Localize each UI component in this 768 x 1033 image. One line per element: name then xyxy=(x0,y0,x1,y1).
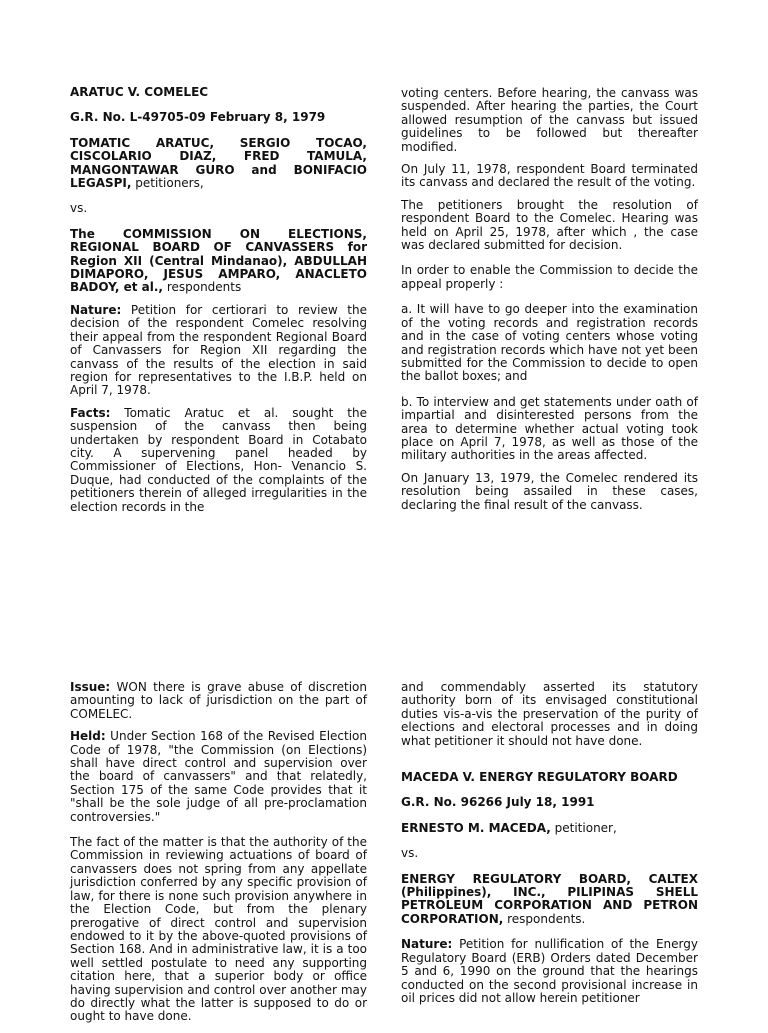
nature-paragraph: Nature: Petition for certiorari to review the decision of the respondent Comelec resolving their appeal from the respondent Regional Board of Canvassers for Region XII regarding the canvass of the results of the election in said region for representatives to the I.B.P. held on April 7, 1978. xyxy=(70,302,367,398)
issue-paragraph: Issue: WON there is grave abuse of discretion amounting to lack of jurisdiction on the part of COMELEC. xyxy=(70,680,367,721)
case-gr-number: G.R. No. 96266 July 18, 1991 xyxy=(401,795,595,810)
paragraph: a. It will have to go deeper into the examination of the voting records and registration records and in the case of voting centers whose voting and registration records which have not yet been submitted for the Commission to decide to open the ballot boxes; and xyxy=(401,302,698,384)
case-gr-number: G.R. No. L-49705-09 February 8, 1979 xyxy=(70,110,326,125)
petitioner: ERNESTO M. MACEDA, petitioner, xyxy=(401,820,617,835)
versus: vs. xyxy=(401,846,419,861)
paragraph: On July 11, 1978, respondent Board terminated its canvass and declared the result of the voting. xyxy=(401,162,698,190)
respondents: The COMMISSION ON ELECTIONS, REGIONAL BOARD OF CANVASSERS for Region XII (Central Mindanao), ABDULLAH DIMAPORO, JESUS AMPARO, ANACLETO BADOY, et al., respondents xyxy=(70,226,367,295)
column-3 xyxy=(70,681,367,1033)
column-4 xyxy=(401,681,698,1014)
paragraph: In order to enable the Commission to decide the appeal properly : xyxy=(401,263,698,291)
column-2 xyxy=(401,87,698,521)
paragraph: voting centers. Before hearing, the canvass was suspended. After hearing the parties, the Court allowed resumption of the canvass but issued guidelines to be followed but thereafter modified. xyxy=(401,86,698,154)
spacer xyxy=(401,757,698,771)
paragraph: b. To interview and get statements under oath of impartial and disinterested persons from the area to determine whether actual voting took place on April 7, 1978, as well as those of the military authorities in the areas affected. xyxy=(401,394,698,463)
paragraph: The petitioners brought the resolution of respondent Board to the Comelec. Hearing was held on April 25, 1978, after which , the case was declared submitted for decision. xyxy=(401,197,698,253)
case-title: MACEDA V. ENERGY REGULATORY BOARD xyxy=(401,770,678,785)
paragraph: and commendably asserted its statutory authority born of its envisaged constitutional duties vis-a-vis the preservation of the purity of elections and electoral processes and in doing what petitioner it should not have done. xyxy=(401,680,698,748)
paragraph: The fact of the matter is that the authority of the Commission in reviewing actuations of board of canvassers does not spring from any appellate jurisdiction conferred by any specific provision of law, for there is none such provision anywhere in the Election Code, but from the plenary prerogative of direct control and supervision endowed to it by the above-quoted provisions of Section 168. And in administrative law, it is a too well settled postulate to need any supporting citation here, that a superior body or office having supervision and control over another may do directly what the latter is supposed to do or ought to have done. xyxy=(70,835,367,1024)
column-1 xyxy=(70,86,367,523)
case-title: ARATUC V. COMELEC xyxy=(70,85,209,99)
petitioners: TOMATIC ARATUC, SERGIO TOCAO, CISCOLARIO DIAZ, FRED TAMULA, MANGONTAWAR GURO and BONIFACIO LEGASPI, petitioners, xyxy=(70,135,367,191)
facts-paragraph: Facts: Tomatic Aratuc et al. sought the suspension of the canvass then being undertaken by respondent Board in Cotabato city. A supervening panel headed by Commissioner of Elections, Hon- Venancio S. Duque, had conducted of the complaints of the petitioners therein of alleged irregularities in the election records in the xyxy=(70,405,367,514)
paragraph: On January 13, 1979, the Comelec rendered its resolution being assailed in these cases, declaring the final result of the canvass. xyxy=(401,470,698,512)
nature-paragraph: Nature: Petition for nullification of the Energy Regulatory Board (ERB) Orders dated December 5 and 6, 1990 on the ground that the hearings conducted on the second provisional increase in oil prices did not allow herein petitioner xyxy=(401,937,698,1005)
versus: vs. xyxy=(70,201,88,216)
held-paragraph: Held: Under Section 168 of the Revised Election Code of 1978, "the Commission (on Elections) shall have direct control and supervision over the board of canvassers" and that relatedly, Section 175 of the same Code provides that it "shall be the sole judge of all pre-proclamation controversies." xyxy=(70,729,367,824)
respondents: ENERGY REGULATORY BOARD, CALTEX (Philippines), INC., PILIPINAS SHELL PETROLEUM CORPORATION AND PETRON CORPORATION, respondents. xyxy=(401,871,698,926)
